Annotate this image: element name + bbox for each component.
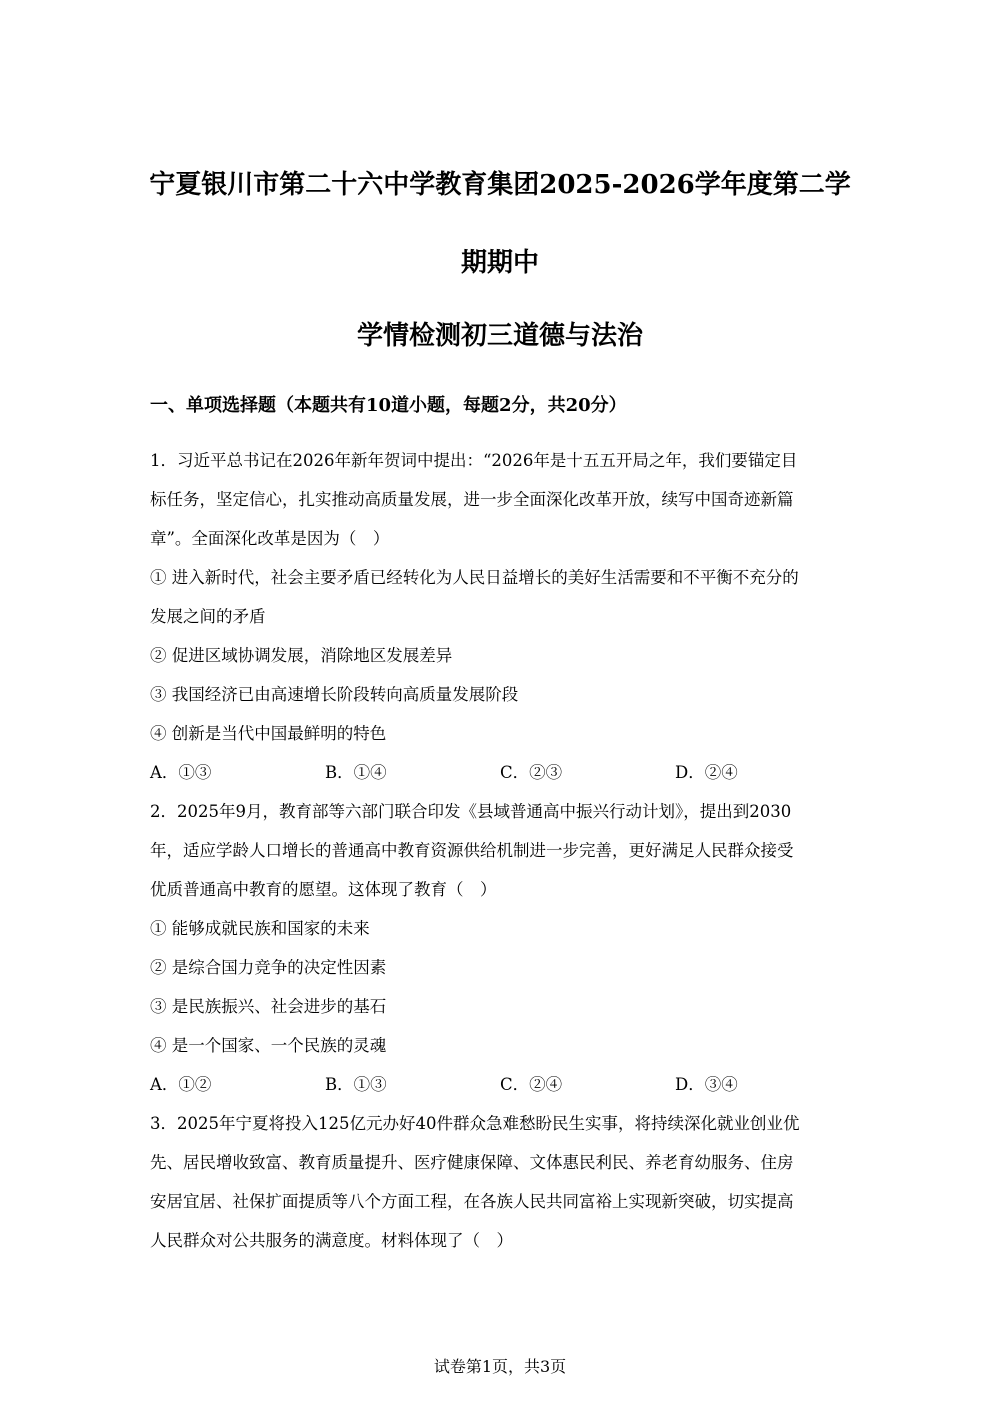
- question-3: [150, 1104, 850, 1260]
- question-1-stem-line: 章”。全面深化改革是因为（ ）: [150, 529, 390, 548]
- question-1-statement: ④ 创新是当代中国最鲜明的特色: [150, 724, 387, 743]
- option-a[interactable]: A．①②: [150, 1075, 212, 1094]
- section-heading: 一、单项选择题（本题共有10道小题，每题2分，共20分）: [150, 395, 627, 416]
- question-2-options: [150, 1065, 850, 1104]
- option-d[interactable]: D．②④: [675, 763, 738, 782]
- page-title-line-2: 期期中: [460, 248, 539, 278]
- option-c[interactable]: C．②④: [500, 1075, 563, 1094]
- question-1-statement: 发展之间的矛盾: [150, 607, 266, 626]
- question-2: [150, 792, 850, 1104]
- option-d[interactable]: D．③④: [675, 1075, 738, 1094]
- question-3-stem-line: 安居宜居、社保扩面提质等八个方面工程，在各族人民共同富裕上实现新突破，切实提高: [150, 1192, 794, 1211]
- question-3-stem-line: 3．2025年宁夏将投入125亿元办好40件群众急难愁盼民生实事，将持续深化就业创业优: [150, 1114, 800, 1133]
- question-1-stem-line: 1．习近平总书记在2026年新年贺词中提出：“2026年是十五五开局之年，我们要锚定目: [150, 451, 798, 470]
- question-2-statement: ③ 是民族振兴、社会进步的基石: [150, 997, 387, 1016]
- question-2-statement: ④ 是一个国家、一个民族的灵魂: [150, 1036, 387, 1055]
- page-footer: 试卷第1页，共3页: [433, 1357, 567, 1376]
- page-subtitle: 学情检测初三道德与法治: [356, 321, 643, 351]
- question-1-stem-line: 标任务，坚定信心，扎实推动高质量发展，进一步全面深化改革开放，续写中国奇迹新篇: [150, 490, 794, 509]
- question-3-stem-line: 先、居民增收致富、教育质量提升、医疗健康保障、文体惠民利民、养老育幼服务、住房: [150, 1153, 794, 1172]
- option-b[interactable]: B．①④: [325, 763, 387, 782]
- question-2-statement: ① 能够成就民族和国家的未来: [150, 919, 370, 938]
- question-1-statement: ① 进入新时代，社会主要矛盾已经转化为人民日益增长的美好生活需要和不平衡不充分的: [150, 568, 799, 587]
- question-1-statement: ② 促进区域协调发展，消除地区发展差异: [150, 646, 453, 665]
- question-2-statement: ② 是综合国力竞争的决定性因素: [150, 958, 387, 977]
- question-2-stem-line: 2．2025年9月，教育部等六部门联合印发《县域普通高中振兴行动计划》，提出到2030: [150, 802, 792, 821]
- option-a[interactable]: A．①③: [150, 763, 212, 782]
- question-2-stem-line: 优质普通高中教育的愿望。这体现了教育（ ）: [150, 880, 497, 899]
- question-2-stem-line: 年，适应学龄人口增长的普通高中教育资源供给机制进一步完善，更好满足人民群众接受: [150, 841, 794, 860]
- question-3-stem-line: 人民群众对公共服务的满意度。材料体现了（ ）: [150, 1231, 513, 1250]
- option-c[interactable]: C．②③: [500, 763, 563, 782]
- page-title-line-1: 宁夏银川市第二十六中学教育集团2025-2026学年度第二学: [149, 170, 851, 200]
- question-1: [150, 441, 850, 792]
- option-b[interactable]: B．①③: [325, 1075, 387, 1094]
- question-1-statement: ③ 我国经济已由高速增长阶段转向高质量发展阶段: [150, 685, 519, 704]
- question-1-options: [150, 753, 850, 792]
